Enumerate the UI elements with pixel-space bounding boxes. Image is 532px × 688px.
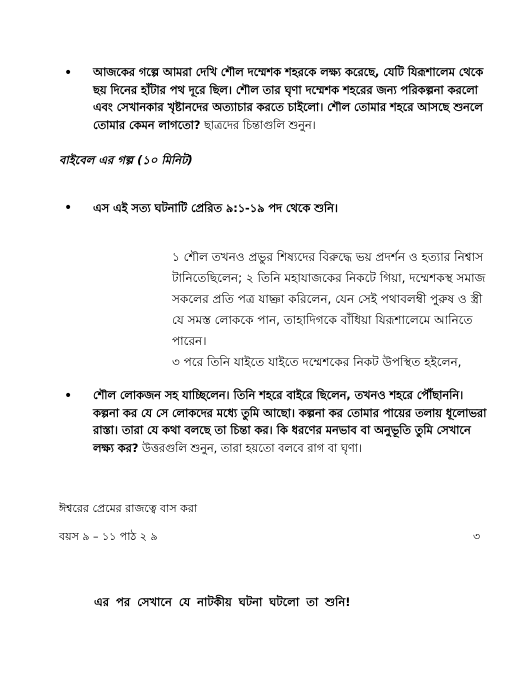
imagine-bold-text: শৌল লোকজন সহ যাচ্ছিলেন। তিনি শহরে বাইরে ছিলেন, তখনও শহরে পৌঁছাননি। কল্পনা কর যে সে লোকদের মধ্যে তুমি আছো। কল্পনা কর তোমার পায়ের তলায় ধূলোভরা রাস্তা। তারা যে কথা বলছে তা চিন্তা কর। কি ধরণের মনভাব বা অনুভূতি তুমি সেখানে লক্ষ্য কর? [93,389,487,455]
scripture-reference-paragraph: এস এই সত্য ঘটনাটি প্রেরিত ৯:১-১৯ পদ থেকে শুনি। [93,202,338,215]
page-number: ৩ [473,530,481,543]
bullet-marker: • [64,65,73,81]
intro-paragraph [93,64,498,134]
bullet-marker: • [64,388,73,404]
intro-bold-text: আজকের গল্পে আমরা দেখি শৌল দম্মেশক শহরকে লক্ষ্য করেছে, যেটি যিরূশালেম থেকে ছয় দিনের হাঁটার পথ দূরে ছিল। শৌল তার ঘৃণা দম্মেশক শহরের জন্য পরিকল্পনা করলো এবং সেখানকার খৃষ্টানদের অত্যাচার করতে চাইলো। শৌল তোমার শহরে আসছে শুনলে তোমার কেমন লাগতো? [93,66,484,132]
bullet-marker: • [64,200,73,216]
imagine-paragraph [93,387,493,457]
imagine-normal-text: উত্তরগুলি শুনুন, তারা হয়তো বলবে রাগ বা ঘৃণা। [138,441,362,455]
scripture-verse-3: ৩ পরে তিনি যাইতে যাইতে দম্মেশকের নিকট উপস্থিত হইলেন, [172,355,462,369]
section-heading: বাইবেল এর গল্প (১০ মিনিট) [59,153,193,167]
footer-age-lesson: বয়স ৯ – ১১ পাঠ ২ ৯ [59,530,158,543]
footer-series-title: ঈশ্বরের প্রেমের রাজত্বে বাস করা [59,502,198,515]
closing-line: এর পর সেখানে যে নাটকীয় ঘটনা ঘটলো তা শুনি! [94,595,351,609]
intro-normal-text: ছাত্রদের চিন্তাগুলি শুনুন। [200,118,316,132]
scripture-verses-1-2: ১ শৌল তখনও প্রভুর শিষ্যদের বিরুদ্ধে ভয় প্রদর্শন ও হত্যার নিশ্বাস টানিতেছিলেন; ২ তিনি মহাযাজকের নিকটে গিয়া, দম্মেশকস্থ সমাজ সকলের প্রতি পত্র যাচ্ঞা করিলেন, যেন সেই পথাবলম্বী পুরুষ ও স্ত্রী যে সমস্ত লোককে পান, তাহাদিগকে বাঁধিয়া যিরূশালেমে আনিতে পারেন। [172,250,486,348]
